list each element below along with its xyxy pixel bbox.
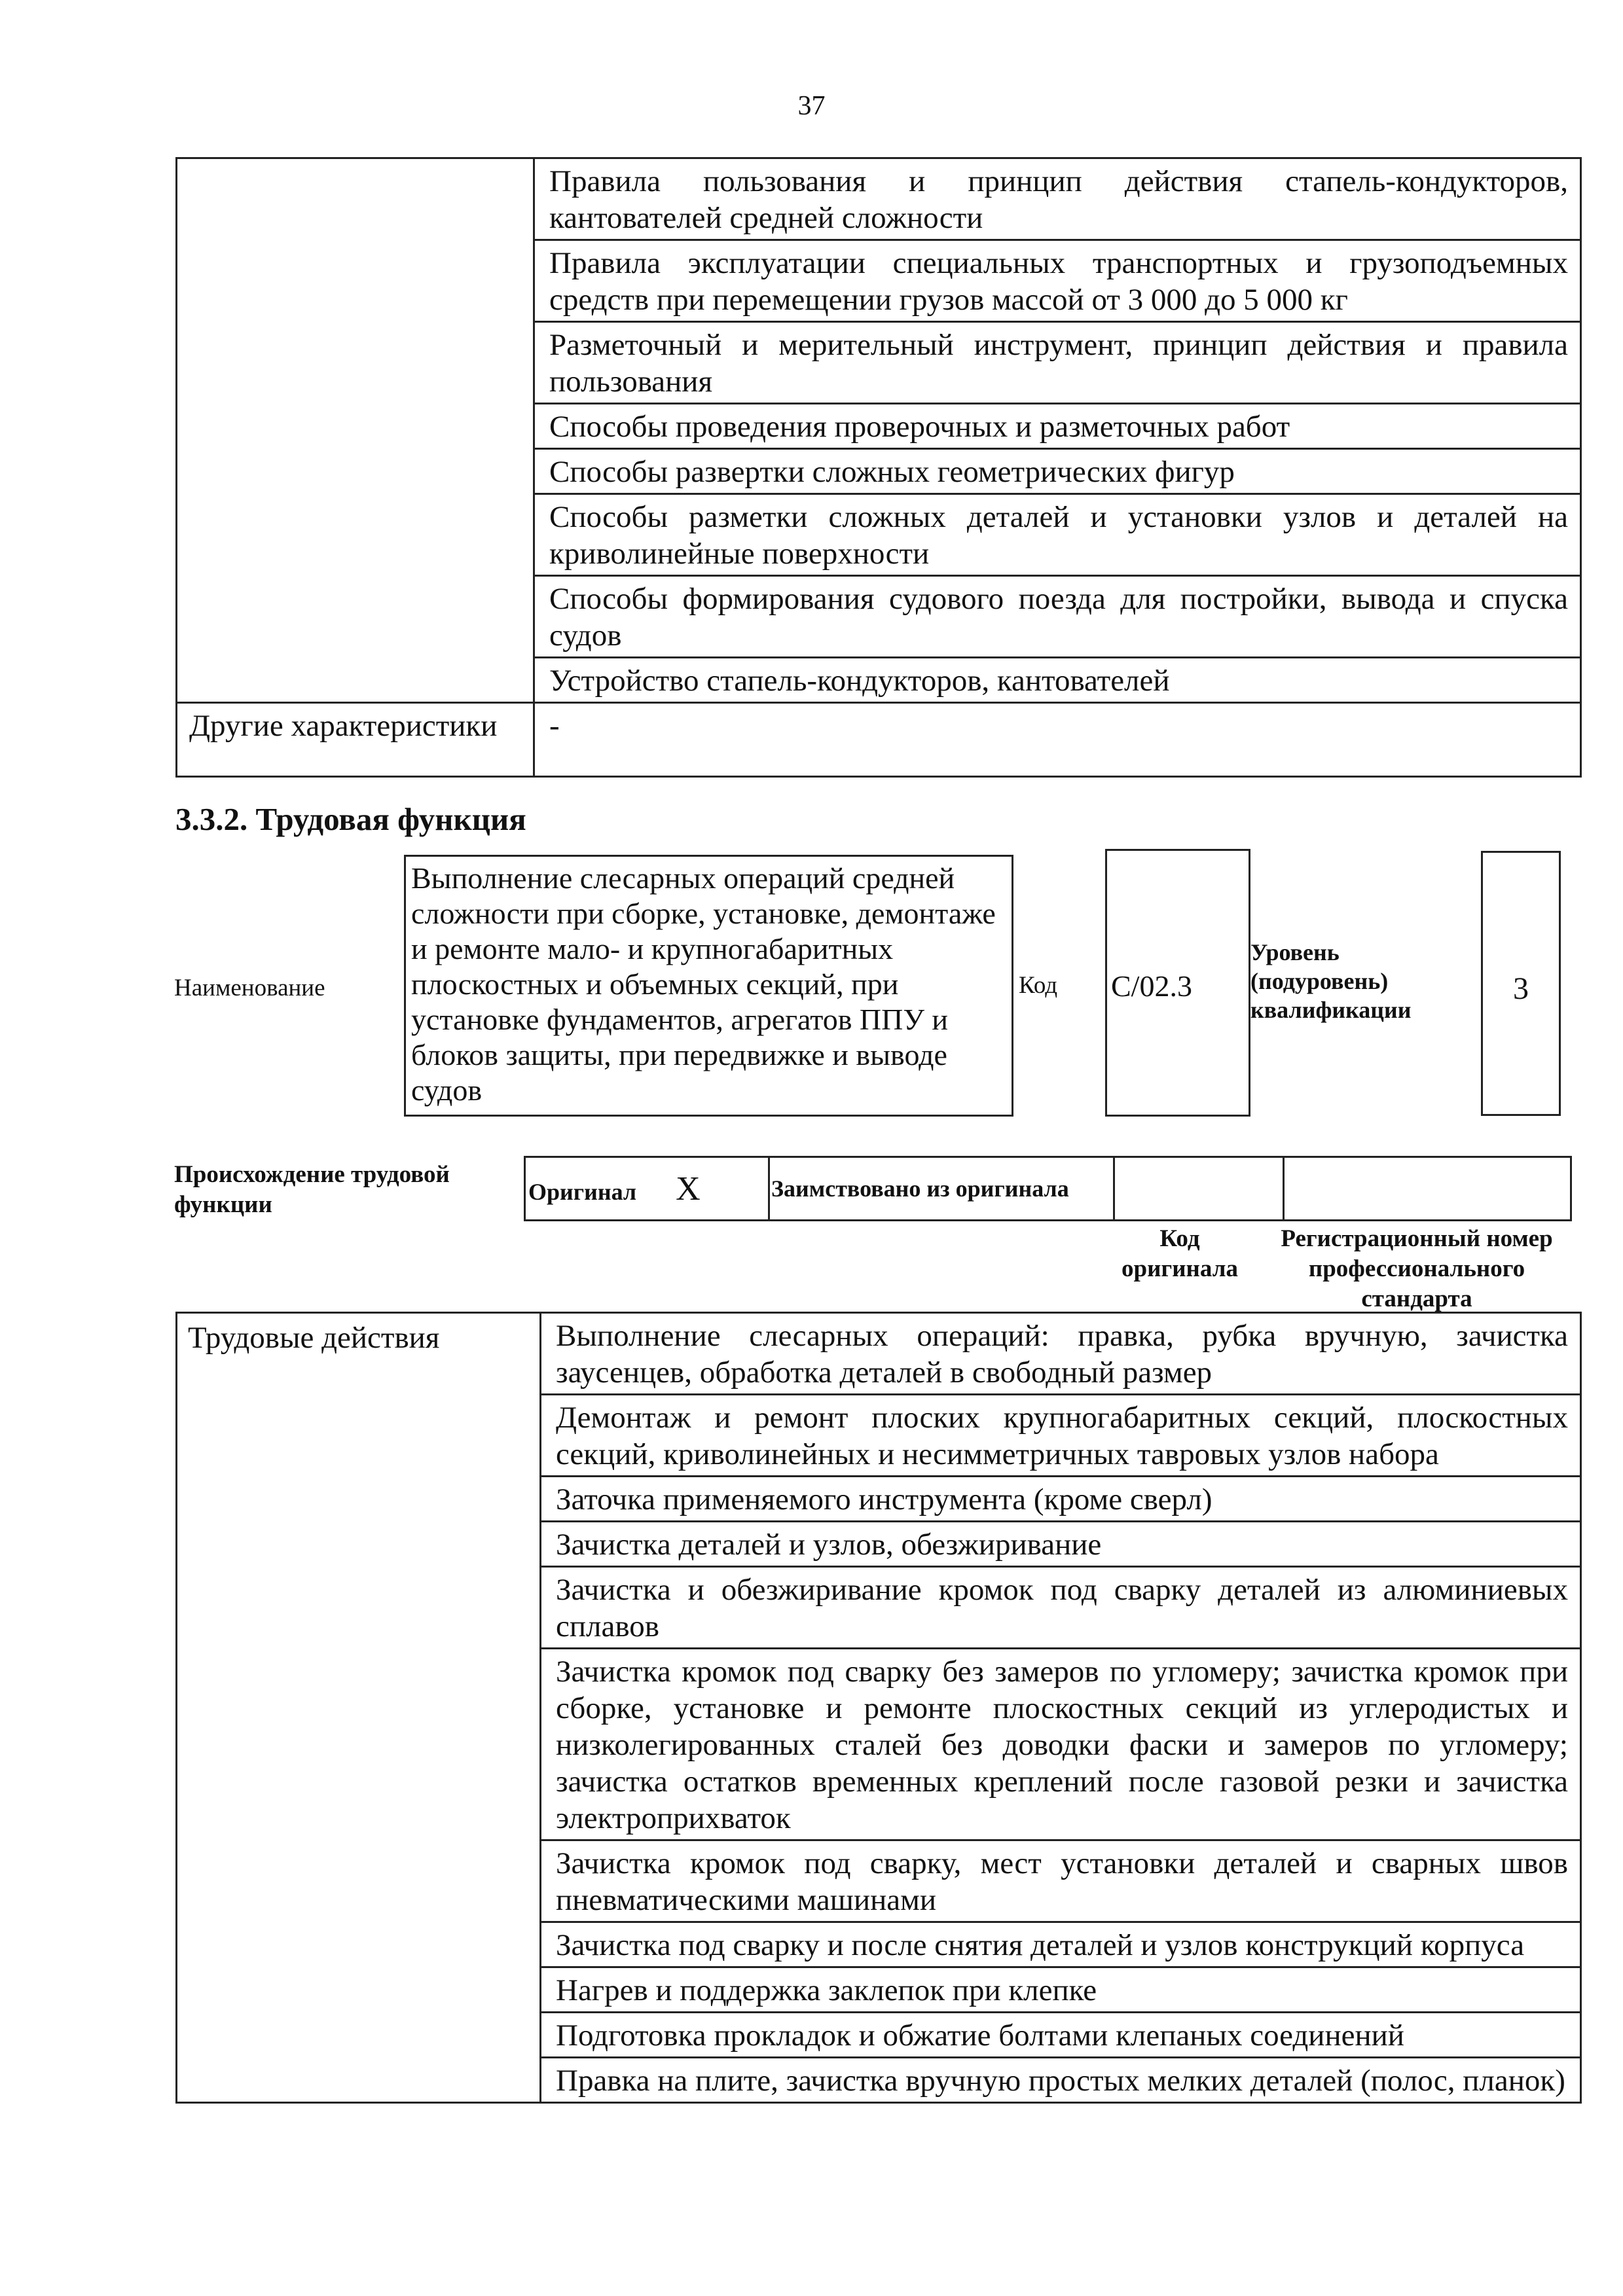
labor-action-item: Нагрев и поддержка заклепок при клепке xyxy=(541,1967,1581,2013)
labor-actions-table xyxy=(175,1312,1582,2104)
registration-number-cell xyxy=(1284,1157,1571,1221)
labor-action-item: Зачистка и обезжиривание кромок под сварку деталей из алюминиевых сплавов xyxy=(541,1567,1581,1649)
labor-action-item: Зачистка деталей и узлов, обезжиривание xyxy=(541,1522,1581,1567)
origin-label xyxy=(174,1160,521,1220)
qualification-level-label-text: Уровень (подуровень) квалификации xyxy=(1250,939,1412,1023)
labor-action-item: Выполнение слесарных операций: правка, рубка вручную, зачистка заусенцев, обработка деталей в свободный размер xyxy=(541,1313,1581,1395)
section-title: 3.3.2. Трудовая функция xyxy=(175,801,526,837)
knowledge-item: Способы формирования судового поезда для постройки, вывода и спуска судов xyxy=(534,576,1581,658)
registration-number-caption: Регистрационный номер профессионального стандарта xyxy=(1281,1225,1553,1312)
labor-action-item: Демонтаж и ремонт плоских крупногабаритных секций, плоскостных секций, криволинейных и несимметричных тавровых узлов набора xyxy=(541,1395,1581,1477)
original-cell xyxy=(525,1157,769,1221)
function-name-value: Выполнение слесарных операций средней сложности при сборке, установке, демонтаже и ремонте мало- и крупногабаритных плоскостных и объемных секций, при установке фундаментов, агрегатов ППУ и блоков защиты, при передвижке и выводе судов xyxy=(404,855,1013,1117)
function-code-label: Код xyxy=(1019,972,1058,999)
labor-action-item: Зачистка кромок под сварку, мест установки деталей и сварных швов пневматическими машинами xyxy=(541,1840,1581,1922)
qualification-level-label xyxy=(1250,938,1467,1024)
function-name-label: Наименование xyxy=(174,975,325,1001)
original-code-caption: Код оригинала xyxy=(1122,1225,1238,1282)
labor-action-item: Заточка применяемого инструмента (кроме сверл) xyxy=(541,1477,1581,1522)
knowledge-item: Правила пользования и принцип действия стапель-кондукторов, кантователей средней сложности xyxy=(534,158,1581,240)
knowledge-table xyxy=(175,157,1582,778)
labor-action-item: Зачистка под сварку и после снятия деталей и узлов конструкций корпуса xyxy=(541,1922,1581,1967)
labor-actions-label: Трудовые действия xyxy=(177,1313,541,2103)
origin-table xyxy=(524,1156,1572,1221)
knowledge-item: Разметочный и мерительный инструмент, принцип действия и правила пользования xyxy=(534,322,1581,404)
original-code-cell xyxy=(1114,1157,1284,1221)
original-mark: X xyxy=(676,1170,701,1208)
knowledge-item: Способы развертки сложных геометрических фигур xyxy=(534,449,1581,494)
other-characteristics-value: - xyxy=(534,703,1581,777)
knowledge-item: Способы разметки сложных деталей и установки узлов и деталей на криволинейные поверхности xyxy=(534,494,1581,576)
original-label: Оригинал xyxy=(528,1178,637,1205)
knowledge-item: Устройство стапель-кондукторов, кантователей xyxy=(534,658,1581,703)
labor-action-item: Подготовка прокладок и обжатие болтами клепаных соединений xyxy=(541,2013,1581,2058)
knowledge-item: Правила эксплуатации специальных транспортных и грузоподъемных средств при перемещении грузов массой от 3 000 до 5 000 кг xyxy=(534,240,1581,322)
function-code-value: C/02.3 xyxy=(1105,849,1250,1117)
knowledge-label-cell xyxy=(177,158,534,703)
borrowed-label: Заимствовано из оригинала xyxy=(769,1157,1114,1221)
knowledge-item: Способы проведения проверочных и разметочных работ xyxy=(534,404,1581,449)
labor-action-item: Зачистка кромок под сварку без замеров по угломеру; зачистка кромок при сборке, установке и ремонте плоскостных секций из углеродистых и низколегированных сталей без доводки фаски и замеров по угломеру; зачистка остатков временных креплений после газовой резки и зачистка электроприхваток xyxy=(541,1649,1581,1840)
page-number: 37 xyxy=(797,91,826,121)
other-characteristics-label: Другие характеристики xyxy=(177,703,534,777)
origin-label-text: Происхождение трудовой функции xyxy=(174,1161,450,1218)
labor-action-item: Правка на плите, зачистка вручную простых мелких деталей (полос, планок) xyxy=(541,2058,1581,2103)
qualification-level-value: 3 xyxy=(1481,851,1561,1116)
